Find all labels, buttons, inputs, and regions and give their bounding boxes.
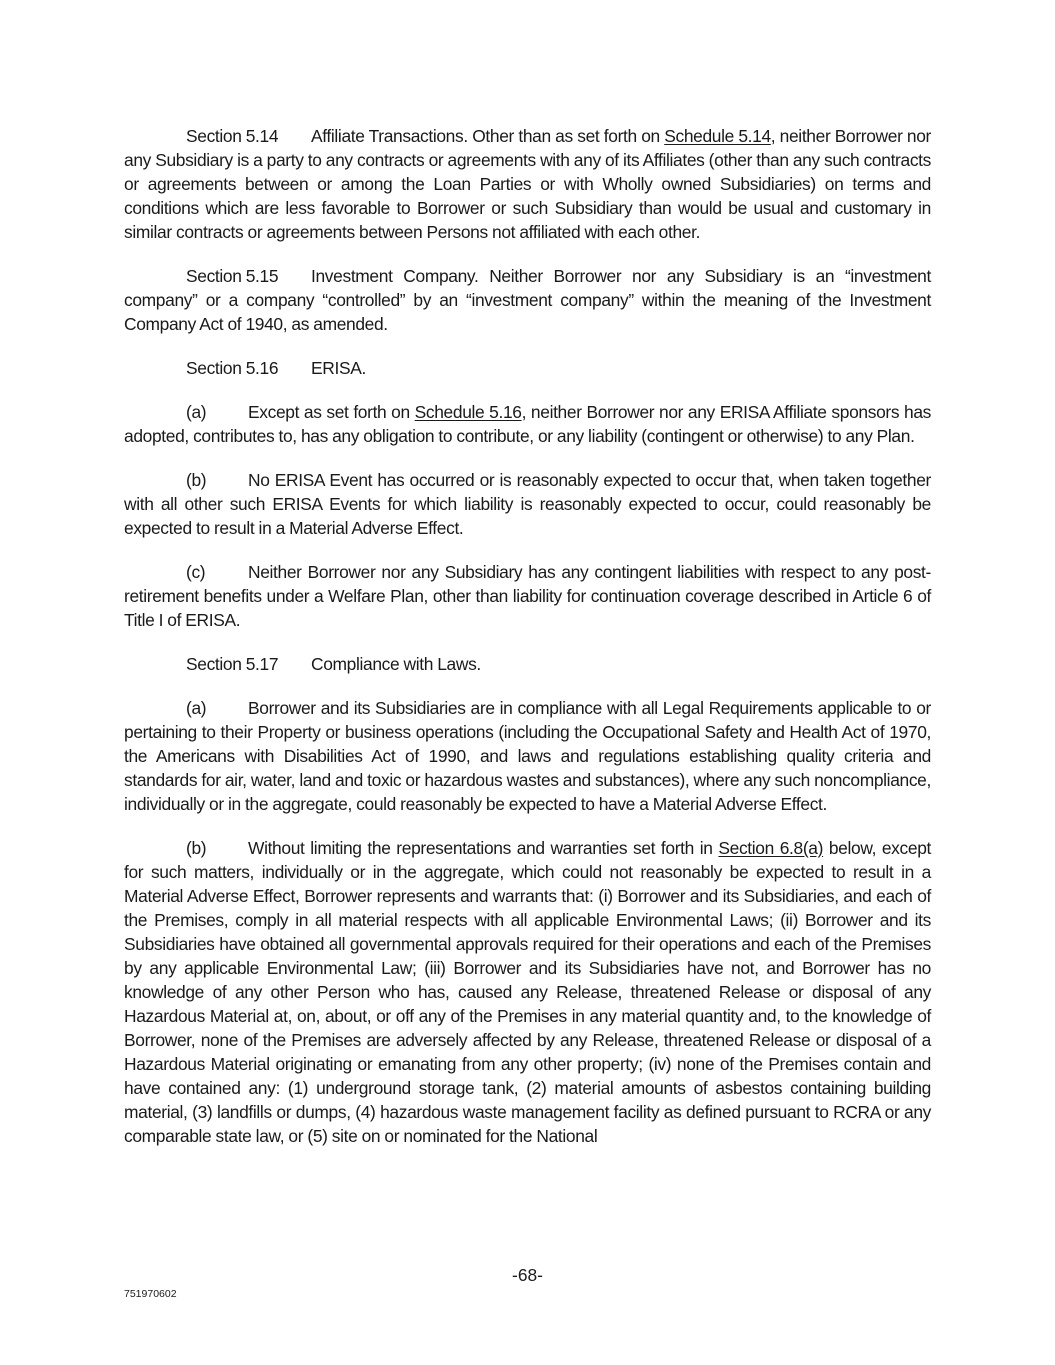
clause-label: (b): [186, 838, 207, 858]
section-5-17-a: [124, 696, 931, 816]
clause-text-continued: below, except for such matters, individually or in the aggregate, which could not reasonably be expected to result in a Material Adverse Effect, Borrower represents and warrants that: (i) Borrower and its Subsidiaries, and each of the Premises, comply in all material respects with all applicable Environmental Laws; (ii) Borrower and its Subsidiaries have obtained all governmental approvals required for their operations and each of the Premises by any applicable Environmental Law; (iii) Borrower and its Subsidiaries have not, and Borrower has no knowledge of any other Person who has, caused any Release, threatened Release or disposal of any Hazardous Material at, on, about, or off any of the Premises in any material quantity and, to the knowledge of Borrower, none of the Premises are adversely affected by any Release, threatened Release or disposal of a Hazardous Material originating or emanating from any other property; (iv) none of the Premises contain and have contained any: (1) underground storage tank, (2) material amounts of asbestos containing building material, (3) landfills or dumps, (4) hazardous waste management facility as defined pursuant to RCRA or any comparable state law, or (5) site on or nominated for the National: [124, 838, 932, 1146]
schedule-reference-link: Schedule 5.14: [664, 126, 771, 146]
section-5-16-heading: [124, 356, 931, 380]
clause-text: Borrower and its Subsidiaries are in compliance with all Legal Requirements applicable to or pertaining to their Property or business operations (including the Occupational Safety and Health Act of 1970, the Americans with Disabilities Act of 1990, and laws and regulations establishing quality criteria and standards for air, water, land and toxic or hazardous wastes and substances), where any such noncompliance, individually or in the aggregate, could reasonably be expected to have a Material Adverse Effect.: [124, 698, 931, 814]
section-5-16-a: [124, 400, 931, 448]
section-number: Section 5.14: [186, 126, 279, 146]
clause-text: No ERISA Event has occurred or is reasonably expected to occur that, when taken together with all other such ERISA Events for which liability is reasonably expected to occur, could reasonably be expected to result in a Material Adverse Effect.: [124, 470, 931, 538]
section-text: Neither Borrower nor any Subsidiary is an “investment company” or a company “controlled” by an “investment company” within the meaning of the Investment Company Act of 1940, as amended.: [124, 266, 931, 334]
section-reference-link: Section 6.8(a): [718, 838, 824, 858]
clause-text: Neither Borrower nor any Subsidiary has any contingent liabilities with respect to any post-retirement benefits under a Welfare Plan, other than liability for continuation coverage described in Article 6 of Title I of ERISA.: [124, 562, 931, 630]
section-title: Compliance with Laws.: [311, 654, 481, 674]
section-5-14: [124, 124, 931, 244]
section-number: Section 5.17: [186, 654, 279, 674]
clause-label: (a): [186, 698, 207, 718]
clause-text-continued: , neither Borrower nor any ERISA Affiliate sponsors has adopted, contributes to, has any obligation to contribute, or any liability (contingent or otherwise) to any Plan.: [124, 402, 931, 446]
section-5-15: [124, 264, 931, 336]
schedule-reference-link: Schedule 5.16: [414, 402, 522, 422]
document-id: 751970602: [124, 1288, 177, 1300]
clause-label: (a): [186, 402, 207, 422]
section-text: Other than as set forth on: [467, 126, 665, 146]
section-text-continued: , neither Borrower nor any Subsidiary is a party to any contracts or agreements with any of its Affiliates (other than any such contracts or agreements between or among the Loan Parties or with Wholly owned Subsidiaries) on terms and conditions which are less favorable to Borrower or such Subsidiary than would be usual and customary in similar contracts or agreements between Persons not affiliated with each other.: [124, 126, 931, 242]
document-page: [124, 124, 931, 1168]
section-number: Section 5.16: [186, 358, 279, 378]
clause-text: Except as set forth on: [248, 402, 415, 422]
section-5-17-b: [124, 836, 931, 1148]
clause-text: Without limiting the representations and warranties set forth in: [248, 838, 719, 858]
section-5-17-heading: [124, 652, 931, 676]
section-5-16-b: [124, 468, 931, 540]
section-5-16-c: [124, 560, 931, 632]
section-title: ERISA.: [311, 358, 366, 378]
clause-label: (c): [186, 562, 206, 582]
section-title: Investment Company.: [311, 266, 479, 286]
clause-label: (b): [186, 470, 207, 490]
section-number: Section 5.15: [186, 266, 279, 286]
page-number: -68-: [512, 1265, 543, 1285]
section-title: Affiliate Transactions.: [311, 126, 468, 146]
